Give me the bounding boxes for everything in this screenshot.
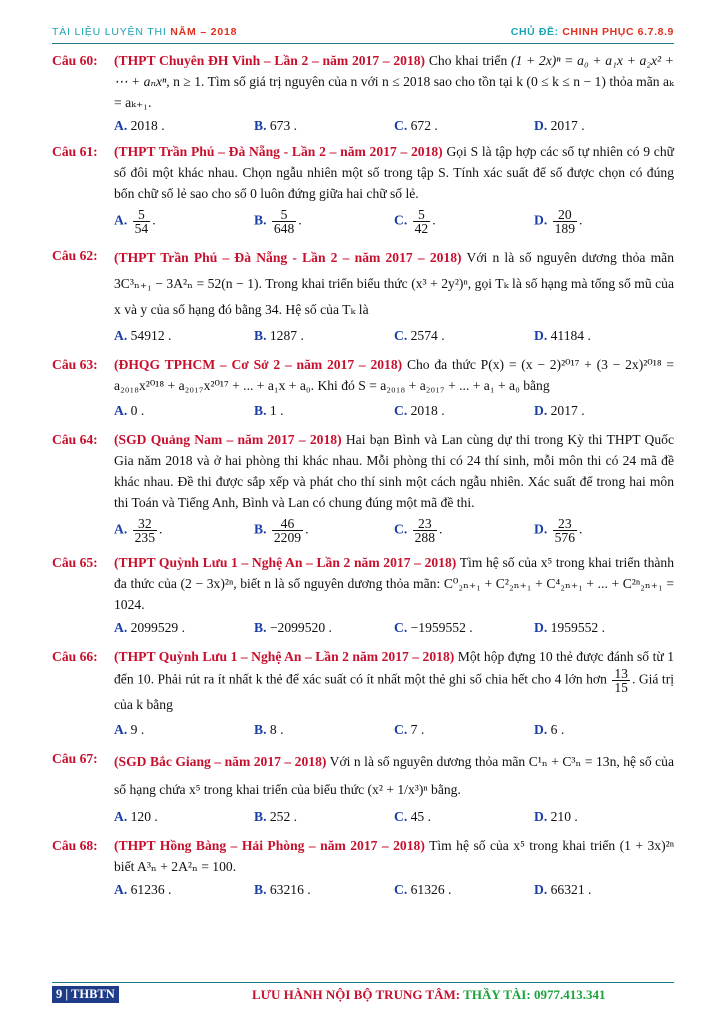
option-a[interactable]: A. 0 . bbox=[114, 403, 145, 418]
answer-options bbox=[114, 115, 674, 136]
option-d[interactable]: D. 6 . bbox=[534, 722, 565, 737]
footer-center: LƯU HÀNH NỘI BỘ TRUNG TÂM: bbox=[252, 987, 461, 1002]
option-a[interactable]: A. $\frac{32}{235}$ . bbox=[114, 516, 163, 545]
option-b[interactable]: B. 1 . bbox=[254, 403, 284, 418]
option-c[interactable]: C. 7 . bbox=[394, 722, 425, 737]
question-number: Câu 63: bbox=[52, 357, 98, 372]
question-text: Tìm hệ số của x⁵ trong khai triển thành đa thức của (2 − 3x)²ⁿ, biết n là số nguyên dương thỏa mãn: C⁰₂ₙ₊₁ + C²₂ₙ₊₁ + C⁴₂ₙ₊₁ + ... + C²ⁿ₂ₙ₊₁ = 1024. bbox=[114, 555, 675, 612]
option-d[interactable]: D. $\frac{23}{576}$ . bbox=[534, 516, 583, 545]
page-footer bbox=[52, 982, 674, 1004]
option-a[interactable]: A. 2099529 . bbox=[114, 620, 185, 635]
answer-options bbox=[114, 617, 674, 638]
question-text: Cho đa thức P(x) = (x − 2)²⁰¹⁷ + (3 − 2x)²⁰¹⁸ = a₂₀₁₈x²⁰¹⁸ + a₂₀₁₇x²⁰¹⁷ + ... + a₁x + a₀. Khi đó S = a₂₀₁₈ + a₂₀₁₇ + ... + a₁ + a₀ bằng bbox=[114, 357, 674, 393]
header-left bbox=[52, 26, 237, 38]
header-right bbox=[511, 26, 674, 38]
option-d[interactable]: D. 2017 . bbox=[534, 118, 585, 133]
question-62 bbox=[52, 245, 674, 346]
header-year: NĂM – 2018 bbox=[170, 26, 238, 38]
option-a[interactable]: A. 2018 . bbox=[114, 118, 165, 133]
header-topic: CHINH PHỤC 6.7.8.9 bbox=[562, 26, 674, 38]
question-number: Câu 68: bbox=[52, 838, 98, 853]
question-67 bbox=[52, 748, 674, 827]
option-d[interactable]: D. 41184 . bbox=[534, 328, 591, 343]
option-b[interactable]: B. 252 . bbox=[254, 809, 298, 824]
answer-options bbox=[114, 325, 674, 346]
question-number: Câu 67: bbox=[52, 751, 98, 766]
question-formula: (1 + 2x)ⁿ = a₀ + a₁x + a₂x² + ⋯ + aₙxⁿ bbox=[114, 53, 675, 89]
option-d[interactable]: D. 2017 . bbox=[534, 403, 585, 418]
option-b[interactable]: B. 8 . bbox=[254, 722, 284, 737]
option-c[interactable]: C. $\frac{23}{288}$ . bbox=[394, 516, 443, 545]
option-d[interactable]: D. $\frac{20}{189}$ . bbox=[534, 207, 583, 236]
question-61 bbox=[52, 141, 674, 235]
header-topic-label: CHỦ ĐỀ: bbox=[510, 26, 559, 38]
question-65 bbox=[52, 552, 674, 638]
option-b[interactable]: B. 63216 . bbox=[254, 882, 311, 897]
question-60 bbox=[52, 50, 674, 136]
question-63 bbox=[52, 354, 674, 421]
option-d[interactable]: D. 210 . bbox=[534, 809, 578, 824]
question-number: Câu 61: bbox=[52, 144, 98, 159]
option-b[interactable]: B. −2099520 . bbox=[254, 620, 332, 635]
option-a[interactable]: A. $\frac{5}{54}$ . bbox=[114, 207, 156, 236]
option-a[interactable]: A. 61236 . bbox=[114, 882, 172, 897]
question-number: Câu 66: bbox=[52, 649, 98, 664]
option-b[interactable]: B. $\frac{5}{648}$ . bbox=[254, 207, 302, 236]
question-text: Hai bạn Bình và Lan cùng dự thi trong Kỳ thi THPT Quốc Gia năm 2018 và ở hai phòng thi khác nhau. Mỗi phòng thi có 24 thí sinh, mỗi môn thi có 24 mã đề khác nhau. Đề thi được sắp xếp và phát cho thí sinh một cách ngẫu nhiên. Xác suất để trong hai môn thi Toán và Tiếng Anh, Bình và Lan có chung đúng một mã đề thi. bbox=[114, 432, 674, 510]
option-c[interactable]: C. −1959552 . bbox=[394, 620, 473, 635]
question-source: (THPT Quỳnh Lưu 1 – Nghệ An – Lần 2 năm 2017 – 2018) bbox=[114, 649, 455, 664]
answer-options bbox=[114, 806, 674, 827]
option-c[interactable]: C. 61326 . bbox=[394, 882, 452, 897]
question-list bbox=[52, 50, 674, 905]
option-d[interactable]: D. 66321 . bbox=[534, 882, 592, 897]
option-c[interactable]: C. 672 . bbox=[394, 118, 438, 133]
option-c[interactable]: C. $\frac{5}{42}$ . bbox=[394, 207, 436, 236]
footer-note bbox=[252, 987, 605, 1003]
answer-options bbox=[114, 719, 674, 740]
option-d[interactable]: D. 1959552 . bbox=[534, 620, 605, 635]
option-b[interactable]: B. 1287 . bbox=[254, 328, 304, 343]
footer-contact: THẦY TÀI: 0977.413.341 bbox=[463, 987, 606, 1002]
question-source: (SGD Bắc Giang – năm 2017 – 2018) bbox=[114, 754, 327, 769]
option-a[interactable]: A. 54912 . bbox=[114, 328, 172, 343]
option-b[interactable]: B. 673 . bbox=[254, 118, 298, 133]
option-c[interactable]: C. 2018 . bbox=[394, 403, 445, 418]
question-text: Cho khai triển bbox=[428, 53, 508, 68]
page-header bbox=[52, 24, 674, 44]
question-source: (THPT Hồng Bàng – Hải Phòng – năm 2017 – 2018) bbox=[114, 838, 425, 853]
question-source: (THPT Chuyên ĐH Vinh – Lần 2 – năm 2017 – 2018) bbox=[114, 53, 426, 68]
question-source: (THPT Quỳnh Lưu 1 – Nghệ An – Lần 2 năm 2017 – 2018) bbox=[114, 555, 457, 570]
question-text-cont: . Giá trị của k bằng bbox=[114, 671, 674, 712]
option-c[interactable]: C. 2574 . bbox=[394, 328, 445, 343]
question-source: (THPT Trần Phú – Đà Nẵng - Lần 2 – năm 2017 – 2018) bbox=[114, 144, 443, 159]
question-source: (THPT Trần Phú – Đà Nẵng - Lần 2 – năm 2017 – 2018) bbox=[114, 250, 462, 265]
option-b[interactable]: B. $\frac{46}{2209}$ . bbox=[254, 516, 309, 545]
question-64 bbox=[52, 429, 674, 544]
answer-options bbox=[114, 879, 674, 900]
question-text: Một hộp đựng 10 thẻ được đánh số từ 1 đến 10. Phải rút ra ít nhất k thẻ để xác suất có ít nhất một thẻ ghi số chia hết cho 4 lớn hơn bbox=[114, 649, 675, 687]
question-text: Với n là số nguyên dương thỏa mãn C¹ₙ + C³ₙ = 13n, hệ số của số hạng chứa x⁵ trong khai triển của biểu thức (x² + 1/x³)ⁿ bằng. bbox=[114, 754, 674, 797]
question-text: Gọi S là tập hợp các số tự nhiên có 9 chữ số đôi một khác nhau. Chọn ngẫu nhiên một số trong tập S. Tính xác suất để số được chọn có đúng bốn chữ số lẻ sao cho số 0 luôn đứng giữa hai chữ số lẻ. bbox=[114, 144, 674, 201]
question-text-cont: , n ≥ 1. Tìm số giá trị nguyên của n với n ≤ 2018 sao cho tồn tại k (0 ≤ k ≤ n − 1) thỏa mãn aₖ = aₖ₊₁. bbox=[114, 74, 674, 110]
question-number: Câu 65: bbox=[52, 555, 98, 570]
question-66 bbox=[52, 646, 674, 740]
answer-options bbox=[114, 517, 674, 544]
question-source: (ĐHQG TPHCM – Cơ Sở 2 – năm 2017 – 2018) bbox=[114, 357, 403, 372]
question-source: (SGD Quảng Nam – năm 2017 – 2018) bbox=[114, 432, 342, 447]
answer-options bbox=[114, 400, 674, 421]
question-text: Với n là số nguyên dương thỏa mãn 3C³ₙ₊₁ − 3A²ₙ = 52(n − 1). Trong khai triển biểu thức (x³ + 2y²)ⁿ, gọi Tₖ là số hạng mà tổng số mũ của x và y của số hạng đó bằng 34. Hệ số của Tₖ là bbox=[114, 250, 675, 317]
question-fraction: $\frac{13}{15}$ bbox=[614, 666, 628, 695]
answer-options bbox=[114, 208, 674, 235]
page-number: 9 | THBTN bbox=[52, 986, 119, 1003]
option-a[interactable]: A. 120 . bbox=[114, 809, 158, 824]
question-68 bbox=[52, 835, 674, 900]
option-c[interactable]: C. 45 . bbox=[394, 809, 432, 824]
question-number: Câu 60: bbox=[52, 53, 98, 68]
question-text: Tìm hệ số của x⁵ trong khai triển (1 + 3x)²ⁿ biết A³ₙ + 2A²ₙ = 100. bbox=[114, 838, 674, 874]
header-series: TÀI LIỆU LUYỆN THI bbox=[52, 26, 167, 38]
option-a[interactable]: A. 9 . bbox=[114, 722, 145, 737]
question-number: Câu 62: bbox=[52, 248, 98, 263]
question-number: Câu 64: bbox=[52, 432, 98, 447]
